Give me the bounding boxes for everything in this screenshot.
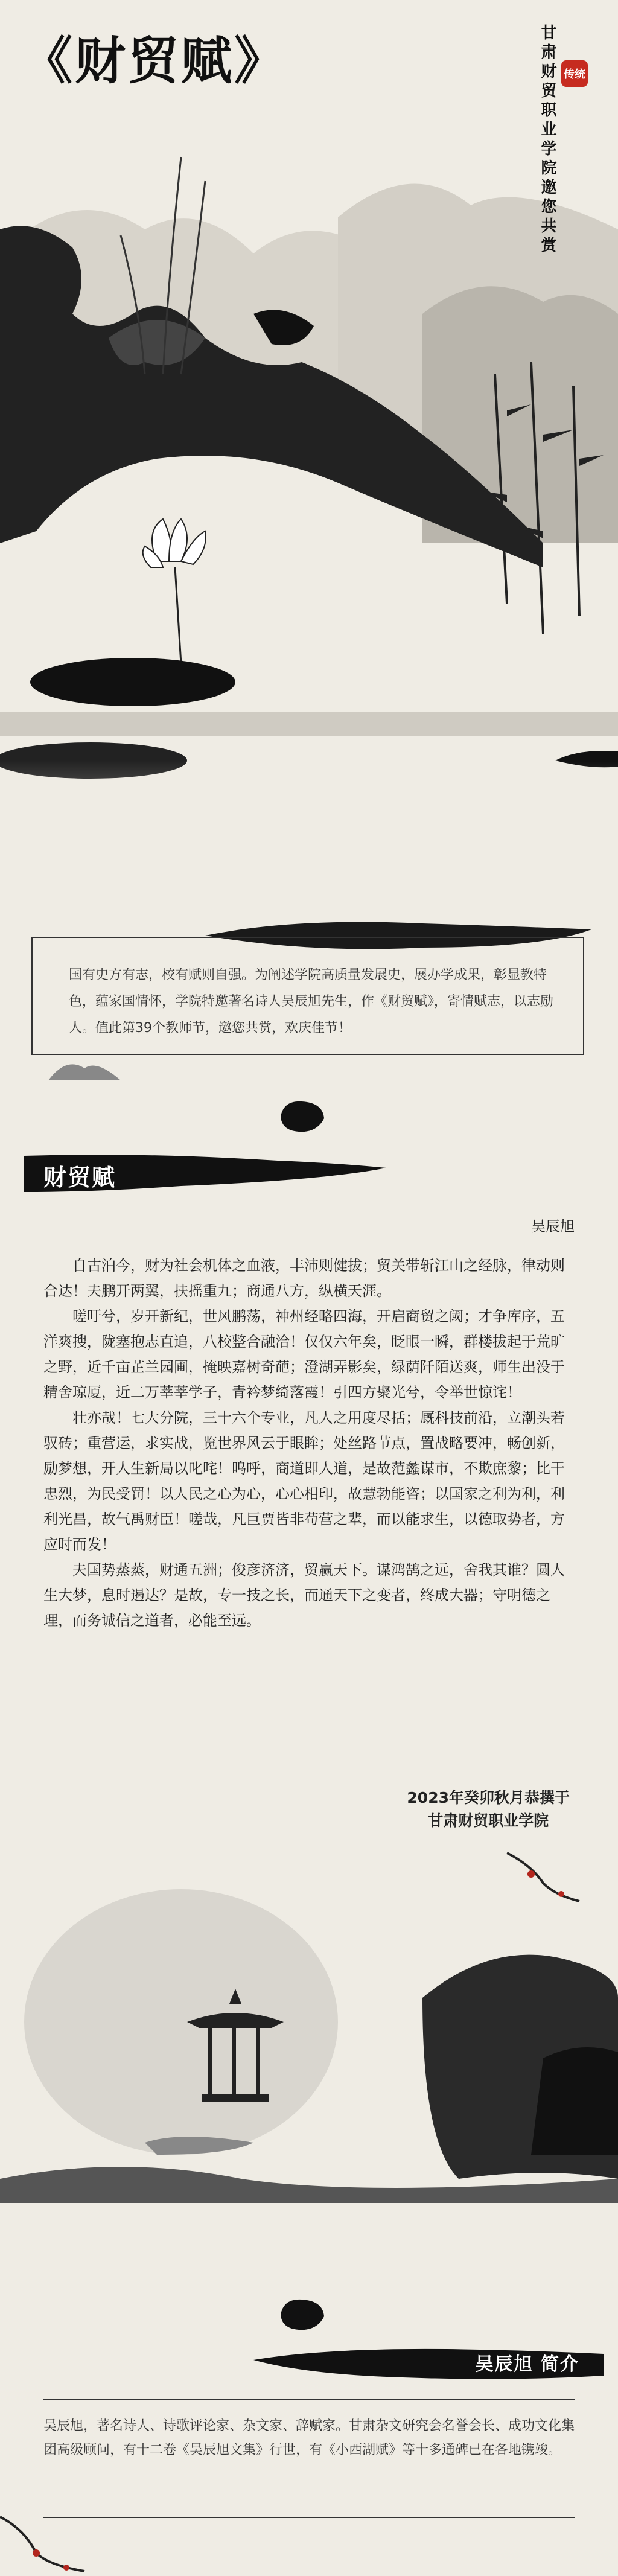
poem-paragraph: 壮亦哉！七大分院，三十六个专业，凡人之用度尽括；厩科技前沿，立潮头若驭砖；重营运，求实战，览世界风云于眼眸；处丝路节点，置战略要冲，畅创新，励梦想，开人生新局以叱咤！呜呼，商道即人道，是故范蠡谋市，不欺庶黎；比干忠烈，为民受罚！以人民之心为心，心心相印，故慧勃能咨；以国家之利为利，利利光昌，故气禹财臣！嗟哉，凡巨贾皆非苟营之辈，而以能求生，以德取势者，方应时而发！ xyxy=(43,1409,565,1553)
bio-body xyxy=(43,2414,575,2463)
bio-title: 吴辰旭 简介 xyxy=(475,2354,579,2375)
poem-body xyxy=(43,1253,575,1633)
poem-paragraph: 嗟吁兮，岁开新纪，世风鹏荡，神州经略四海，开启商贸之阈；才争库序，五洋爽搜，陇塞抱志直追，八校整合融洽！仅仅六年矣，眨眼一瞬，群楼拔起于荒旷之野，近千亩芷兰园圃，掩映嘉树奇葩；澄湖弄影矣，绿荫阡陌送爽，师生出没于精舍琼厦，近二万莘莘学子，青衿梦绮落霞！引四方聚光兮，令举世惊诧！ xyxy=(43,1308,565,1401)
signature-institution: 甘肃财贸职业学院 xyxy=(428,1812,549,1829)
ink-blot xyxy=(275,1095,329,1138)
divider xyxy=(43,2517,575,2518)
vertical-caption: 甘肃财贸职业学院邀您共赏 xyxy=(538,24,556,256)
poem-section-title: 财贸赋 xyxy=(43,1164,116,1191)
signature-date: 2023年癸卯秋月恭撰于 xyxy=(407,1789,570,1806)
bio-text: 吴辰旭，著名诗人、诗歌评论家、杂文家、辞赋家。甘肃杂文研究会名誉会长、成功文化集团高级顾问，有十二卷《吴辰旭文集》行世，有《小西湖赋》等十多通碑已在各地镌竣。 xyxy=(43,2418,575,2458)
intro-box: 国有史方有志，校有赋则自强。为阐述学院高质量发展史，展办学成果，彰显教特色，蕴家国情怀，学院特邀著名诗人吴辰旭先生，作《财贸赋》，寄情赋志，以志励人。值此第39个教师节，邀您共赏，欢庆佳节！ xyxy=(31,937,584,1055)
poem-paragraph: 自古泊今，财为社会机体之血液，丰沛则健拔；贸关带斩江山之经脉，律动则合达！夫鹏开两翼，扶摇重九；商通八方，纵横天涯。 xyxy=(43,1257,565,1299)
signature xyxy=(407,1787,570,1832)
plum-branch-bottom xyxy=(0,2505,121,2576)
ink-pavilion-landscape xyxy=(0,1841,618,2251)
poem-paragraph: 夫国势蒸蒸，财通五洲；俊彦济济，贸赢天下。谋鸿鹄之远，舍我其谁？圆人生大梦，息时遏达？是故，专一技之长，而通天下之变者，终成大器；守明德之理，而务诚信之道者，必能至远。 xyxy=(43,1561,565,1629)
divider xyxy=(43,2399,575,2400)
lotus-flower xyxy=(143,519,206,567)
poem-author: 吴辰旭 xyxy=(531,1218,575,1235)
red-seal-stamp: 传统 xyxy=(561,60,588,87)
page-title: 《财贸赋》 xyxy=(22,31,288,91)
ink-blot xyxy=(275,2294,329,2336)
